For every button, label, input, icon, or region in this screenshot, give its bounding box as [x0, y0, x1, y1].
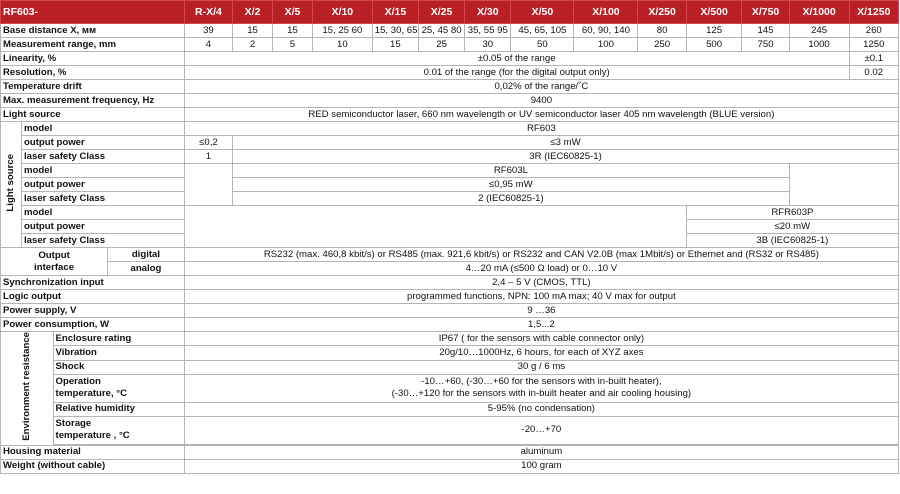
storage-label-line2: temperature , °C [55, 430, 130, 442]
table-title: RF603- [1, 1, 185, 24]
sub-label: output power [22, 220, 185, 234]
cell: RF603 [184, 122, 898, 136]
storage-temp-label [53, 417, 184, 445]
cell: 2 [233, 38, 273, 52]
group-label-text: Light source [5, 153, 16, 212]
operation-temp-value [184, 375, 898, 403]
cell: 9 …36 [184, 304, 898, 318]
cell: 15, 25 60 [312, 24, 372, 38]
cell: 100 [574, 38, 638, 52]
output-digital-row [1, 248, 899, 262]
cell: 750 [742, 38, 789, 52]
row-label: Measurement range, mm [1, 38, 185, 52]
col-header: X/15 [372, 1, 418, 24]
cell: RS232 (max. 460,8 kbit/s) or RS485 (max. 921,6 kbit/s) or RS232 and CAN V2.0B (max 1Mbit/s) or Ethernet and (RS32 or RS485) [184, 248, 898, 262]
row-label: Linearity, % [1, 52, 185, 66]
cell: 5 [273, 38, 313, 52]
row-label: Weight (without cable) [1, 459, 185, 473]
row-label: Power supply, V [1, 304, 185, 318]
digital-label: digital [108, 248, 185, 262]
cell: 80 [638, 24, 686, 38]
sub-label: output power [22, 178, 185, 192]
cell: 9400 [184, 94, 898, 108]
empty-cell [789, 164, 898, 206]
cell: 500 [686, 38, 742, 52]
col-header: X/30 [465, 1, 511, 24]
cell: 25, 45 80 [418, 24, 464, 38]
cell: 1000 [789, 38, 849, 52]
environment-group-label [1, 332, 54, 446]
sub-label: model [22, 122, 185, 136]
cell: ≤20 mW [686, 220, 898, 234]
rf603l-power-row [1, 178, 899, 192]
output-label-line1: Output [38, 249, 70, 261]
cell: RFR603P [686, 206, 898, 220]
resolution-row [1, 66, 899, 80]
cell: 2 (IEC60825-1) [233, 192, 790, 206]
operation-label-line1: Operation [55, 376, 101, 388]
col-header: X/100 [574, 1, 638, 24]
cell: ≤0,2 [184, 136, 232, 150]
cell: 1,5...2 [184, 318, 898, 332]
cell: 35, 55 95 [465, 24, 511, 38]
cell: 5-95% (no condensation) [184, 402, 898, 416]
cell: ±0.05 of the range [184, 52, 849, 66]
col-header: X/250 [638, 1, 686, 24]
output-label-line2: interface [34, 261, 75, 273]
rfr603p-model-row [1, 206, 899, 220]
cell: 145 [742, 24, 789, 38]
col-header: R-X/4 [184, 1, 232, 24]
header-row [1, 1, 899, 24]
col-header: X/5 [273, 1, 313, 24]
cell: -20…+70 [184, 417, 898, 445]
sync-input-row [1, 276, 899, 290]
cell: 50 [511, 38, 574, 52]
cell: 4 [184, 38, 232, 52]
operation-label-line2: temperature, °C [55, 388, 128, 400]
housing-material-row [1, 445, 899, 459]
cell: 20g/10…1000Hz, 6 hours, for each of XYZ axes [184, 346, 898, 360]
temperature-drift-row [1, 80, 899, 94]
cell: 1 [184, 150, 232, 164]
cell: ≤3 mW [233, 136, 899, 150]
cell: 25 [418, 38, 464, 52]
max-frequency-row [1, 94, 899, 108]
rf603-power-row [1, 136, 899, 150]
cell: 2,4 – 5 V (CMOS, TTL) [184, 276, 898, 290]
sub-label: Vibration [53, 346, 184, 360]
col-header: X/25 [418, 1, 464, 24]
sub-label: laser safety Class [22, 192, 185, 206]
empty-cell [184, 164, 232, 206]
col-header: X/2 [233, 1, 273, 24]
cell: programmed functions, NPN: 100 mA max; 40 V max for output [184, 290, 898, 304]
sub-label: Enclosure rating [53, 332, 184, 346]
sub-label: Relative humidity [53, 402, 184, 416]
group-label-text: Environment resistance [20, 332, 32, 441]
row-label: Synchronization input [1, 276, 185, 290]
operation-line2: (-30…+120 for the sensors with in-built heater and air cooling housing) [391, 388, 692, 400]
rf603-safety-row [1, 150, 899, 164]
cell: RF603L [233, 164, 790, 178]
weight-row [1, 459, 899, 473]
sub-label: model [22, 164, 185, 178]
col-header: X/50 [511, 1, 574, 24]
sub-label: laser safety Class [22, 150, 185, 164]
cell: 39 [184, 24, 232, 38]
operation-temp-label [53, 375, 184, 403]
rf603l-model-row [1, 164, 899, 178]
storage-temp-row [1, 417, 899, 445]
row-label: Housing material [1, 445, 185, 459]
cell: IP67 ( for the sensors with cable connector only) [184, 332, 898, 346]
measurement-range-row [1, 38, 899, 52]
operation-temp-row [1, 375, 899, 403]
cell: 245 [789, 24, 849, 38]
sub-label: Shock [53, 360, 184, 374]
col-header: X/1250 [849, 1, 898, 24]
cell: RED semiconductor laser, 660 nm wavelength or UV semiconductor laser 405 nm wavelength (BLUE version) [184, 108, 898, 122]
row-label: Logic output [1, 290, 185, 304]
light-source-group-label [1, 122, 22, 248]
cell: 4…20 mA (≤500 Ω load) or 0…10 V [184, 262, 898, 276]
cell: 3R (IEC60825-1) [233, 150, 899, 164]
empty-cell [184, 206, 686, 248]
cell: 1250 [849, 38, 898, 52]
row-label: Light source [1, 108, 185, 122]
row-label: Power consumption, W [1, 318, 185, 332]
cell: 250 [638, 38, 686, 52]
col-header: X/750 [742, 1, 789, 24]
cell: 0.02 [849, 66, 898, 80]
shock-row [1, 360, 899, 374]
cell: 0,02% of the range/˚C [184, 80, 898, 94]
cell: 30 g / 6 ms [184, 360, 898, 374]
col-header: X/10 [312, 1, 372, 24]
cell: 15 [233, 24, 273, 38]
cell: ±0.1 [849, 52, 898, 66]
power-supply-row [1, 304, 899, 318]
enclosure-row [1, 332, 899, 346]
cell: 125 [686, 24, 742, 38]
row-label: Resolution, % [1, 66, 185, 80]
cell: 15 [372, 38, 418, 52]
base-distance-row [1, 24, 899, 38]
col-header: X/500 [686, 1, 742, 24]
cell: 60, 90, 140 [574, 24, 638, 38]
cell: 10 [312, 38, 372, 52]
storage-label-line1: Storage [55, 418, 92, 430]
output-interface-label [1, 248, 108, 276]
row-label: Base distance X, мм [1, 24, 185, 38]
cell: 100 gram [184, 459, 898, 473]
operation-line1: -10…+60, (-30…+60 for the sensors with in-built heater), [421, 376, 662, 388]
cell: ≤0,95 mW [233, 178, 790, 192]
power-consumption-row [1, 318, 899, 332]
logic-output-row [1, 290, 899, 304]
rf603l-safety-row [1, 192, 899, 206]
rf603-model-row [1, 122, 899, 136]
row-label: Temperature drift [1, 80, 185, 94]
cell: 0.01 of the range (for the digital output only) [184, 66, 849, 80]
cell: 15, 30, 65 [372, 24, 418, 38]
sub-label: model [22, 206, 185, 220]
sub-label: laser safety Class [22, 234, 185, 248]
row-label: Max. measurement frequency, Hz [1, 94, 185, 108]
cell: 260 [849, 24, 898, 38]
vibration-row [1, 346, 899, 360]
cell: 3B (IEC60825-1) [686, 234, 898, 248]
output-analog-row [1, 262, 899, 276]
cell: 30 [465, 38, 511, 52]
col-header: X/1000 [789, 1, 849, 24]
humidity-row [1, 402, 899, 416]
linearity-row [1, 52, 899, 66]
analog-label: analog [108, 262, 185, 276]
cell: 15 [273, 24, 313, 38]
cell: aluminum [184, 445, 898, 459]
cell: 45, 65, 105 [511, 24, 574, 38]
sub-label: output power [22, 136, 185, 150]
light-source-row [1, 108, 899, 122]
